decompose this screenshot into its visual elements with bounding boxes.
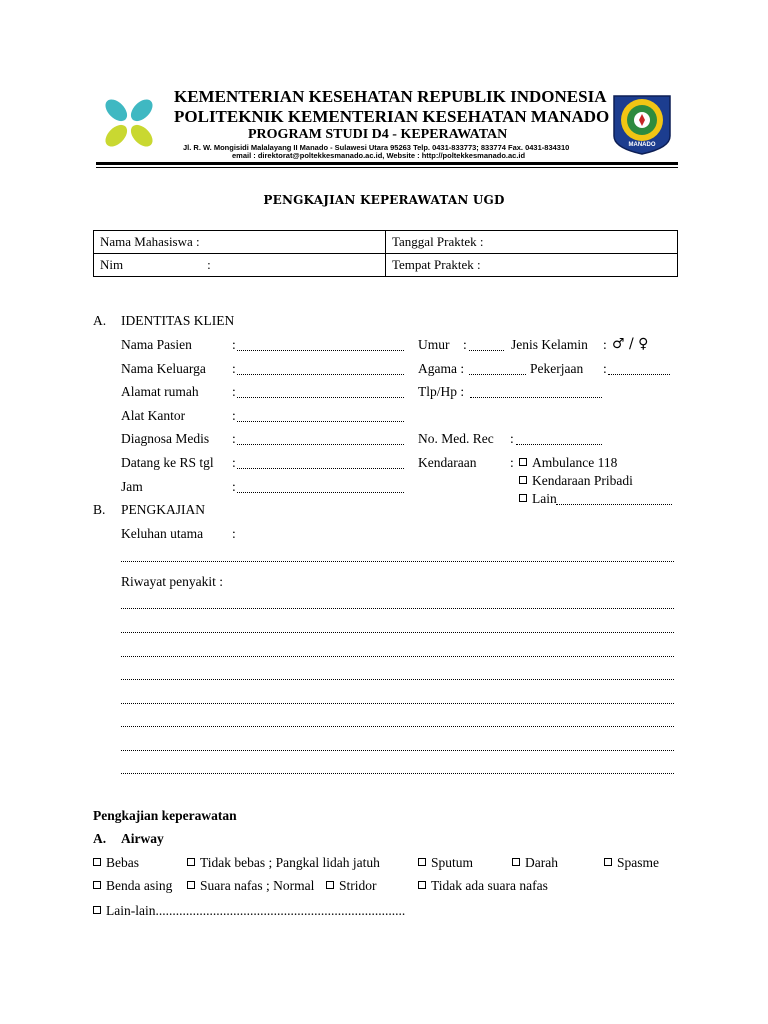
- checkbox-icon[interactable]: [93, 858, 101, 866]
- kendaraan-option-label: Ambulance 118: [532, 455, 618, 470]
- colon: :: [510, 431, 514, 446]
- label-alat-kantor: Alat Kantor: [121, 408, 186, 423]
- airway-option-suara-nafas[interactable]: [187, 878, 314, 894]
- label-keluhan-utama: Keluhan utama: [121, 526, 204, 541]
- airway-option-lain-lain[interactable]: [93, 903, 405, 919]
- airway-option-label: Darah: [525, 855, 558, 870]
- kendaraan-option-pribadi[interactable]: [519, 473, 633, 489]
- label-nama-pasien: Nama Pasien: [121, 337, 192, 352]
- airway-option-label: Spasme: [617, 855, 659, 870]
- section-b-heading: PENGKAJIAN: [121, 502, 205, 517]
- section-a-letter: A.: [93, 313, 107, 328]
- airway-option-stridor[interactable]: [326, 878, 377, 894]
- riwayat-line[interactable]: [121, 608, 674, 609]
- tempat-praktek-cell[interactable]: [386, 254, 678, 277]
- header-program: PROGRAM STUDI D4 - KEPERAWATAN: [248, 127, 508, 142]
- tempat-praktek-label: Tempat Praktek :: [392, 257, 481, 272]
- airway-heading: Airway: [121, 831, 164, 846]
- airway-letter: A.: [93, 831, 107, 846]
- header-rule-thick: [96, 162, 678, 165]
- nama-mahasiswa-cell[interactable]: [94, 231, 386, 254]
- kemenkes-logo: [96, 92, 162, 154]
- colon: :: [603, 337, 607, 352]
- checkbox-icon[interactable]: [187, 881, 195, 889]
- tanggal-praktek-label: Tanggal Praktek :: [392, 234, 484, 249]
- header-ministry: KEMENTERIAN KESEHATAN REPUBLIK INDONESIA: [174, 87, 607, 106]
- colon: :: [232, 455, 236, 470]
- airway-option-label: Tidak bebas ; Pangkal lidah jatuh: [200, 855, 380, 870]
- kendaraan-option-ambulance[interactable]: [519, 455, 617, 471]
- kendaraan-lain-field[interactable]: [556, 504, 672, 505]
- umur-field[interactable]: [469, 350, 504, 351]
- airway-option-sputum[interactable]: [418, 855, 473, 871]
- label-jam: Jam: [121, 479, 143, 494]
- checkbox-icon[interactable]: [512, 858, 520, 866]
- riwayat-line[interactable]: [121, 750, 674, 751]
- checkbox-icon[interactable]: [418, 858, 426, 866]
- kendaraan-option-label: Kendaraan Pribadi: [532, 473, 633, 488]
- airway-option-label: Tidak ada suara nafas: [431, 878, 548, 893]
- riwayat-line[interactable]: [121, 679, 674, 680]
- label-alamat-rumah: Alamat rumah: [121, 384, 199, 399]
- colon: :: [232, 431, 236, 446]
- label-riwayat-penyakit: Riwayat penyakit :: [121, 574, 223, 589]
- riwayat-line[interactable]: [121, 656, 674, 657]
- checkbox-icon[interactable]: [187, 858, 195, 866]
- colon: :: [232, 337, 236, 352]
- alat-kantor-field[interactable]: [237, 421, 404, 422]
- colon: :: [603, 361, 607, 376]
- agama-field[interactable]: [469, 374, 526, 375]
- page-title: PENGKAJIAN KEPERAWATAN UGD: [263, 193, 505, 207]
- jam-field[interactable]: [237, 492, 404, 493]
- airway-option-benda-asing[interactable]: [93, 878, 172, 894]
- kendaraan-option-lain[interactable]: [519, 491, 557, 507]
- alamat-rumah-field[interactable]: [237, 397, 404, 398]
- airway-option-spasme[interactable]: [604, 855, 659, 871]
- airway-option-label: Lain-lain..........................................................................: [106, 903, 406, 918]
- colon: :: [232, 361, 236, 376]
- checkbox-icon[interactable]: [519, 494, 527, 502]
- riwayat-line[interactable]: [121, 726, 674, 727]
- header-rule-thin: [96, 167, 678, 168]
- checkbox-icon[interactable]: [93, 881, 101, 889]
- gender-symbols[interactable]: ♂ / ♀: [612, 336, 649, 352]
- riwayat-line[interactable]: [121, 773, 674, 774]
- checkbox-icon[interactable]: [519, 458, 527, 466]
- airway-option-darah[interactable]: [512, 855, 558, 871]
- colon: :: [510, 455, 514, 470]
- label-no-med-rec: No. Med. Rec: [418, 431, 494, 446]
- pengkajian-heading: Pengkajian keperawatan: [93, 808, 237, 823]
- nama-pasien-field[interactable]: [237, 350, 404, 351]
- nim-cell[interactable]: [94, 254, 386, 277]
- header-institution: POLITEKNIK KEMENTERIAN KESEHATAN MANADO: [174, 107, 610, 126]
- checkbox-icon[interactable]: [418, 881, 426, 889]
- airway-option-tidak-bebas[interactable]: [187, 855, 380, 871]
- checkbox-icon[interactable]: [604, 858, 612, 866]
- nama-mahasiswa-label: Nama Mahasiswa :: [100, 234, 200, 249]
- label-diagnosa-medis: Diagnosa Medis: [121, 431, 210, 446]
- no-med-rec-field[interactable]: [516, 444, 602, 445]
- label-datang-ke-rs: Datang ke RS tgl: [121, 455, 214, 470]
- label-agama: Agama :: [418, 361, 465, 376]
- section-a-heading: IDENTITAS KLIEN: [121, 313, 235, 328]
- diagnosa-medis-field[interactable]: [237, 444, 404, 445]
- colon: :: [232, 526, 236, 541]
- nama-keluarga-field[interactable]: [237, 374, 404, 375]
- keluhan-utama-field[interactable]: [121, 561, 674, 562]
- tanggal-praktek-cell[interactable]: [386, 231, 678, 254]
- airway-option-bebas[interactable]: [93, 855, 139, 871]
- airway-option-label: Benda asing: [106, 878, 173, 893]
- airway-option-label: Sputum: [431, 855, 474, 870]
- label-pekerjaan: Pekerjaan: [530, 361, 584, 376]
- label-tlp: Tlp/Hp :: [418, 384, 465, 399]
- colon: :: [463, 337, 467, 352]
- label-kendaraan: Kendaraan: [418, 455, 477, 470]
- riwayat-line[interactable]: [121, 703, 674, 704]
- airway-option-label: Suara nafas ; Normal: [200, 878, 315, 893]
- label-umur: Umur: [418, 337, 450, 352]
- colon: :: [232, 408, 236, 423]
- checkbox-icon[interactable]: [93, 906, 101, 914]
- student-info-table: [93, 230, 678, 277]
- header-contact: email : direktorat@poltekkesmanado.ac.id, Website : http://poltekkesmanado.ac.id: [232, 151, 526, 160]
- nim-label: Nim: [100, 257, 124, 272]
- riwayat-line[interactable]: [121, 632, 674, 633]
- label-nama-keluarga: Nama Keluarga: [121, 361, 206, 376]
- tlp-field[interactable]: [470, 397, 602, 398]
- nim-colon: :: [207, 257, 211, 272]
- airway-option-label: Stridor: [339, 878, 377, 893]
- colon: :: [232, 384, 236, 399]
- airway-option-tidak-ada-suara[interactable]: [418, 878, 548, 894]
- colon: :: [232, 479, 236, 494]
- kendaraan-option-label: Lain: [532, 491, 557, 506]
- datang-ke-rs-field[interactable]: [237, 468, 404, 469]
- pekerjaan-field[interactable]: [608, 374, 670, 375]
- label-jenis-kelamin: Jenis Kelamin: [511, 337, 588, 352]
- header-address: Jl. R. W. Mongisidi Malalayang II Manado - Sulawesi Utara 95263 Telp. 0431-833773; 833774 Fax. 0431-834310: [183, 143, 570, 152]
- checkbox-icon[interactable]: [519, 476, 527, 484]
- airway-option-label: Bebas: [106, 855, 139, 870]
- seal-label: MANADO: [628, 142, 656, 148]
- section-b-letter: B.: [93, 502, 106, 517]
- checkbox-icon[interactable]: [326, 881, 334, 889]
